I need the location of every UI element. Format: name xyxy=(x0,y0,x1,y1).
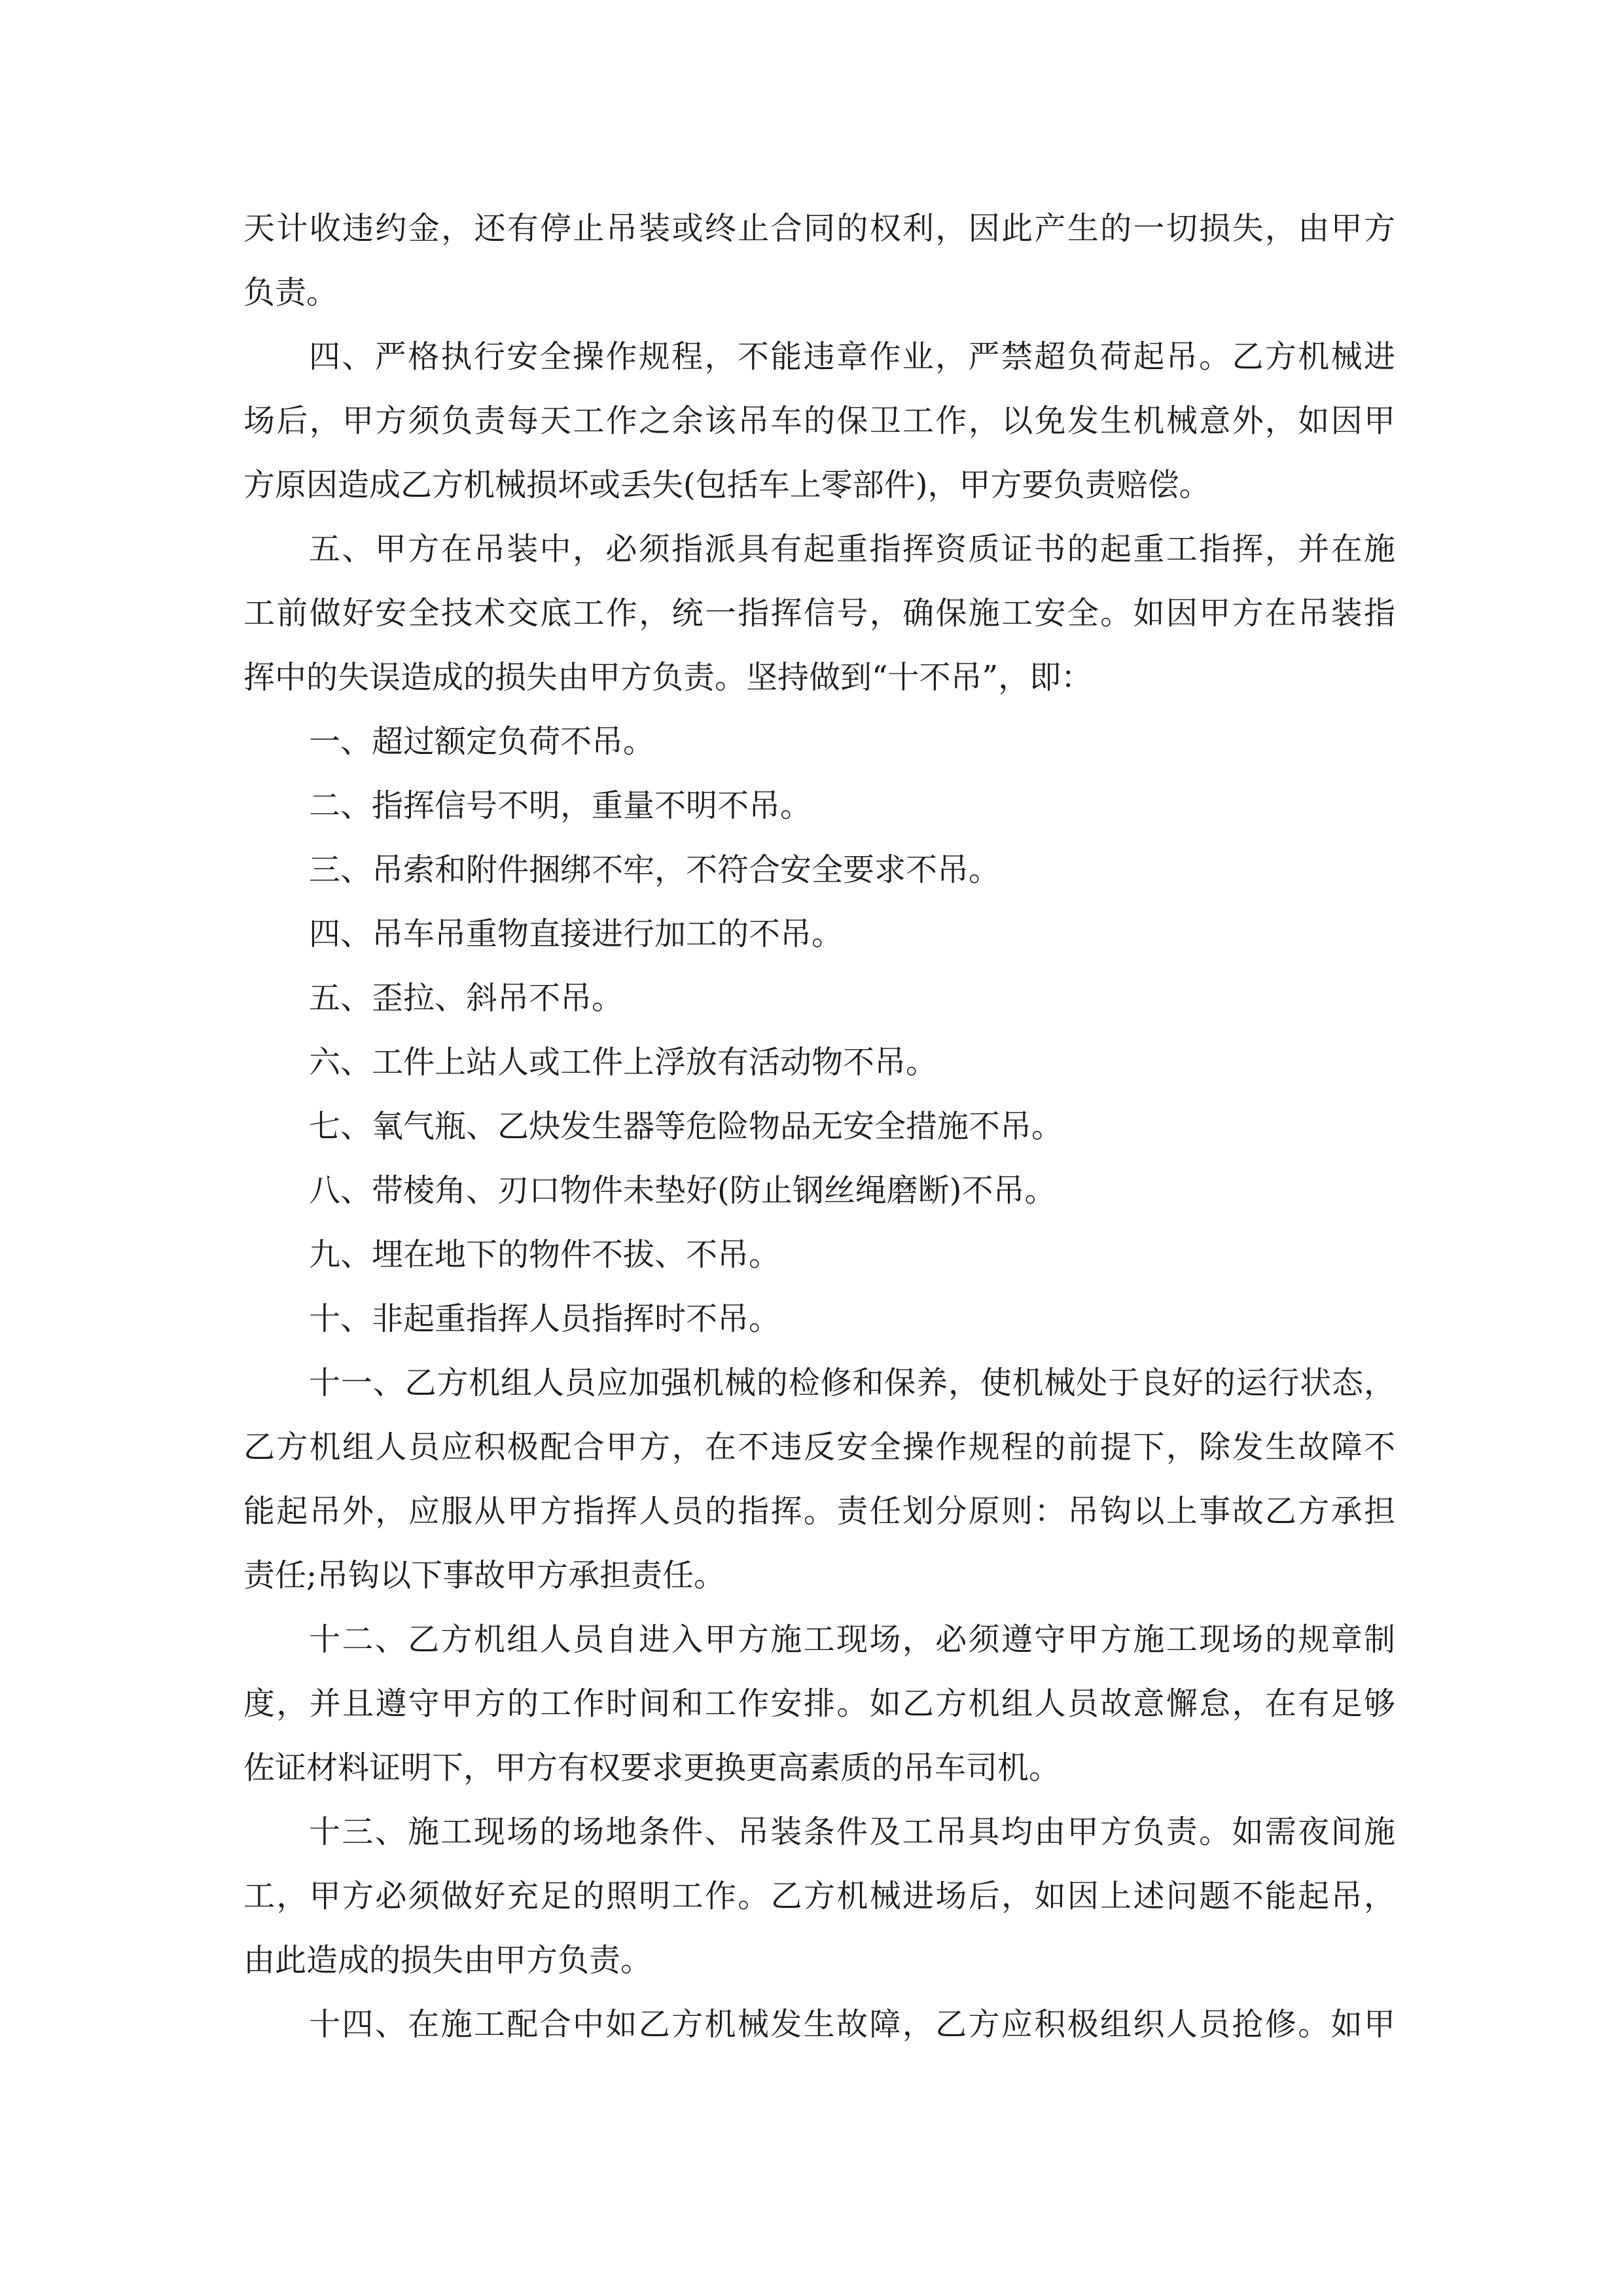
list-item: 六、工件上站人或工件上浮放有活动物不吊。 xyxy=(309,1044,938,1081)
text-line: 天计收违约金，还有停止吊装或终止合同的权利，因此产生的一切损失，由甲方 xyxy=(243,210,1395,247)
list-item: 九、埋在地下的物件不拔、不吊。 xyxy=(309,1236,781,1273)
clause-14 xyxy=(243,1992,1395,2056)
list-item: 三、吊索和附件捆绑不牢，不符合安全要求不吊。 xyxy=(309,852,1001,888)
text-line: 工前做好安全技术交底工作，统一指挥信号，确保施工安全。如因甲方在吊装指 xyxy=(243,595,1395,632)
list-item: 七、氧气瓶、乙炔发生器等危险物品无安全措施不吊。 xyxy=(309,1108,1063,1145)
text-line: 十三、施工现场的场地条件、吊装条件及工吊具均由甲方负责。如需夜间施 xyxy=(309,1814,1395,1850)
text-line: 场后，甲方须负责每天工作之余该吊车的保卫工作，以免发生机械意外，如因甲 xyxy=(243,403,1395,439)
list-item: 十、非起重指挥人员指挥时不吊。 xyxy=(309,1300,781,1337)
document-body xyxy=(243,196,1395,2056)
clause-continuation xyxy=(243,196,1395,325)
text-line: 度，并且遵守甲方的工作时间和工作安排。如乙方机组人员故意懈怠，在有足够 xyxy=(243,1685,1395,1722)
list-item: 一、超过额定负荷不吊。 xyxy=(309,723,655,760)
text-line: 十四、在施工配合中如乙方机械发生故障，乙方应积极组织人员抢修。如甲 xyxy=(309,2006,1395,2043)
clause-5 xyxy=(243,517,1395,709)
text-line: 乙方机组人员应积极配合甲方，在不违反安全操作规程的前提下，除发生故障不 xyxy=(243,1429,1395,1465)
list-item: 二、指挥信号不明，重量不明不吊。 xyxy=(309,787,812,824)
text-line: 负责。 xyxy=(243,274,338,311)
text-line: 四、严格执行安全操作规程，不能违章作业，严禁超负荷起吊。乙方机械进 xyxy=(309,338,1395,375)
text-line: 能起吊外，应服从甲方指挥人员的指挥。责任划分原则：吊钩以上事故乙方承担 xyxy=(243,1493,1395,1530)
list-item: 五、歪拉、斜吊不吊。 xyxy=(309,980,624,1016)
text-line: 方原因造成乙方机械损坏或丢失(包括车上零部件)，甲方要负责赔偿。 xyxy=(243,467,1211,503)
text-line: 责任;吊钩以下事故甲方承担责任。 xyxy=(243,1557,726,1594)
text-line: 十二、乙方机组人员自进入甲方施工现场，必须遵守甲方施工现场的规章制 xyxy=(309,1621,1395,1658)
clause-11 xyxy=(243,1351,1395,1607)
clause-12 xyxy=(243,1607,1395,1800)
ten-no-lift-list xyxy=(243,709,1395,1351)
clause-4 xyxy=(243,325,1395,517)
list-item: 八、带棱角、刃口物件未垫好(防止钢丝绳磨断)不吊。 xyxy=(309,1172,1056,1209)
list-item: 四、吊车吊重物直接进行加工的不吊。 xyxy=(309,916,844,952)
text-line: 挥中的失误造成的损失由甲方负责。坚持做到“十不吊”，即： xyxy=(243,659,1093,696)
clause-13 xyxy=(243,1800,1395,1992)
text-line: 十一、乙方机组人员应加强机械的检修和保养，使机械处于良好的运行状态， xyxy=(309,1365,1395,1401)
text-line: 工，甲方必须做好充足的照明工作。乙方机械进场后，如因上述问题不能起吊， xyxy=(243,1878,1395,1914)
text-line: 佐证材料证明下，甲方有权要求更换更高素质的吊车司机。 xyxy=(243,1749,1061,1786)
text-line: 五、甲方在吊装中，必须指派具有起重指挥资质证书的起重工指挥，并在施 xyxy=(309,531,1395,567)
text-line: 由此造成的损失由甲方负责。 xyxy=(243,1942,652,1979)
